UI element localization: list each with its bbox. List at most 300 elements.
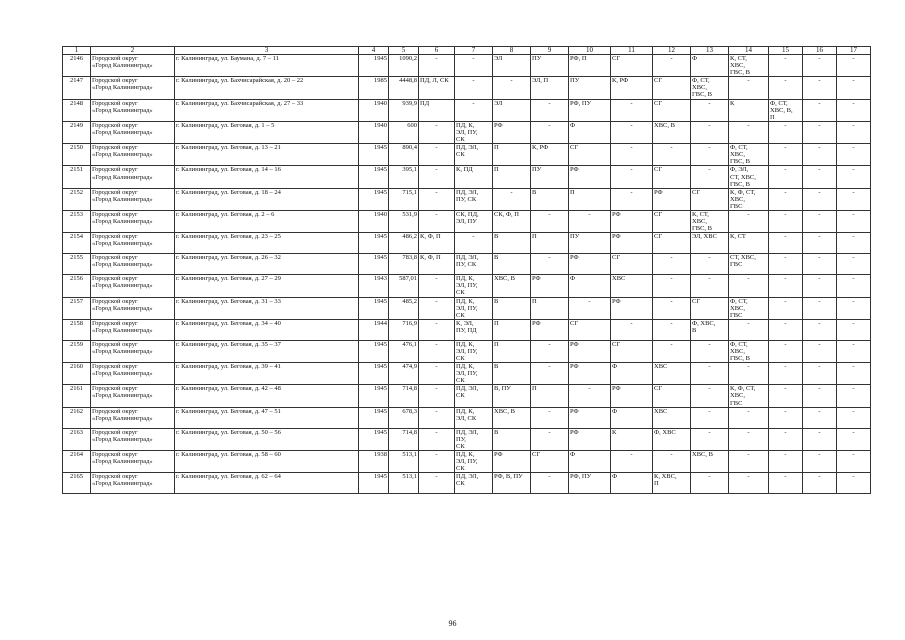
work-type-cell-12: ХВС (653, 363, 691, 385)
row-number-cell: 2164 (63, 450, 91, 472)
column-number-header (63, 47, 871, 55)
work-type-cell-17: - (837, 188, 871, 210)
area-cell: 395,1 (389, 166, 419, 188)
table-row (63, 166, 871, 188)
work-type-cell-6: - (419, 450, 455, 472)
build-year-cell: 1945 (359, 166, 389, 188)
work-type-cell-15: - (769, 275, 803, 297)
table-row (63, 55, 871, 77)
work-type-cell-10: РФ (569, 363, 611, 385)
work-type-cell-8: - (493, 77, 531, 99)
work-type-cell-15: - (769, 55, 803, 77)
work-type-cell-13: - (691, 254, 729, 275)
area-cell: 714,8 (389, 385, 419, 407)
row-number-cell: 2162 (63, 407, 91, 428)
work-type-cell-14: К, Ф, СТ, ХВС, ГВС (729, 188, 769, 210)
work-type-cell-13: Ф, СТ, ХВС, ГВС, В (691, 77, 729, 99)
area-cell: 513,1 (389, 450, 419, 472)
address-cell: г. Калининград, ул. Беговая, д. 50 – 56 (175, 428, 359, 450)
work-type-cell-13: - (691, 166, 729, 188)
work-type-cell-10: РФ (569, 254, 611, 275)
municipality-cell: Городской округ «Город Калининград» (91, 385, 175, 407)
work-type-cell-17: - (837, 233, 871, 254)
work-type-cell-11: РФ (611, 385, 653, 407)
work-type-cell-10: РФ, ПУ (569, 473, 611, 494)
municipality-cell: Городской округ «Город Калининград» (91, 121, 175, 143)
work-type-cell-14: - (729, 275, 769, 297)
work-type-cell-16: - (803, 297, 837, 319)
work-type-cell-11: Ф (611, 363, 653, 385)
area-cell: 716,9 (389, 319, 419, 340)
work-type-cell-9: - (531, 340, 569, 362)
work-type-cell-12: СГ (653, 210, 691, 232)
work-type-cell-16: - (803, 275, 837, 297)
work-type-cell-14: - (729, 319, 769, 340)
work-type-cell-8: - (493, 188, 531, 210)
work-type-cell-12: СГ (653, 77, 691, 99)
work-type-cell-7: СК, ПД, ЭЛ, ПУ (455, 210, 493, 232)
address-cell: г. Калининград, ул. Беговая, д. 1 – 5 (175, 121, 359, 143)
work-type-cell-15: - (769, 340, 803, 362)
build-year-cell: 1945 (359, 428, 389, 450)
work-type-cell-14: Ф, СТ, ХВС, ГВС, В (729, 144, 769, 166)
work-type-cell-17: - (837, 297, 871, 319)
municipality-cell: Городской округ «Город Калининград» (91, 275, 175, 297)
work-type-cell-13: Ф, ХВС, В (691, 319, 729, 340)
address-cell: г. Калининград, ул. Баумана, д. 7 – 11 (175, 55, 359, 77)
work-type-cell-12: - (653, 254, 691, 275)
row-number-cell: 2150 (63, 144, 91, 166)
area-cell: 678,3 (389, 407, 419, 428)
work-type-cell-11: СГ (611, 254, 653, 275)
work-type-cell-17: - (837, 99, 871, 121)
table-row (63, 385, 871, 407)
work-type-cell-9: - (531, 473, 569, 494)
work-type-cell-6: - (419, 144, 455, 166)
work-type-cell-8: В (493, 363, 531, 385)
build-year-cell: 1945 (359, 254, 389, 275)
municipality-cell: Городской округ «Город Калининград» (91, 254, 175, 275)
registry-table (62, 46, 871, 494)
work-type-cell-10: - (569, 297, 611, 319)
column-number-11: 11 (611, 47, 653, 55)
column-number-10: 10 (569, 47, 611, 55)
row-number-cell: 2165 (63, 473, 91, 494)
row-number-cell: 2147 (63, 77, 91, 99)
column-number-1: 1 (63, 47, 91, 55)
work-type-cell-10: П (569, 188, 611, 210)
work-type-cell-11: К (611, 428, 653, 450)
column-number-8: 8 (493, 47, 531, 55)
work-type-cell-12: - (653, 450, 691, 472)
work-type-cell-8: В (493, 233, 531, 254)
column-number-15: 15 (769, 47, 803, 55)
work-type-cell-7: - (455, 55, 493, 77)
work-type-cell-16: - (803, 385, 837, 407)
municipality-cell: Городской округ «Город Калининград» (91, 55, 175, 77)
work-type-cell-14: Ф, СТ, ХВС, ГВС (729, 297, 769, 319)
column-number-13: 13 (691, 47, 729, 55)
work-type-cell-10: РФ, ПУ (569, 99, 611, 121)
work-type-cell-9: СГ (531, 450, 569, 472)
work-type-cell-7: ПД, ЭЛ, СК (455, 473, 493, 494)
work-type-cell-14: - (729, 428, 769, 450)
area-cell: 531,9 (389, 210, 419, 232)
work-type-cell-14: - (729, 407, 769, 428)
work-type-cell-16: - (803, 340, 837, 362)
work-type-cell-14: К, СТ, ХВС, ГВС, В (729, 55, 769, 77)
work-type-cell-11: - (611, 166, 653, 188)
area-cell: 600 (389, 121, 419, 143)
build-year-cell: 1940 (359, 99, 389, 121)
area-cell: 476,1 (389, 340, 419, 362)
work-type-cell-9: РФ (531, 275, 569, 297)
work-type-cell-9: ПУ (531, 55, 569, 77)
build-year-cell: 1944 (359, 319, 389, 340)
work-type-cell-15: - (769, 385, 803, 407)
column-number-3: 3 (175, 47, 359, 55)
work-type-cell-13: Ф (691, 55, 729, 77)
work-type-cell-16: - (803, 407, 837, 428)
work-type-cell-9: К, РФ (531, 144, 569, 166)
work-type-cell-15: - (769, 77, 803, 99)
work-type-cell-10: СГ (569, 144, 611, 166)
build-year-cell: 1945 (359, 144, 389, 166)
work-type-cell-7: - (455, 233, 493, 254)
build-year-cell: 1943 (359, 275, 389, 297)
municipality-cell: Городской округ «Город Калининград» (91, 188, 175, 210)
work-type-cell-10: РФ, П (569, 55, 611, 77)
municipality-cell: Городской округ «Город Калининград» (91, 166, 175, 188)
municipality-cell: Городской округ «Город Калининград» (91, 210, 175, 232)
work-type-cell-9: П (531, 297, 569, 319)
work-type-cell-12: - (653, 319, 691, 340)
work-type-cell-15: - (769, 319, 803, 340)
build-year-cell: 1945 (359, 233, 389, 254)
column-number-5: 5 (389, 47, 419, 55)
build-year-cell: 1938 (359, 450, 389, 472)
work-type-cell-6: - (419, 473, 455, 494)
work-type-cell-17: - (837, 407, 871, 428)
row-number-cell: 2159 (63, 340, 91, 362)
work-type-cell-7: К, ПД (455, 166, 493, 188)
build-year-cell: 1940 (359, 210, 389, 232)
row-number-cell: 2149 (63, 121, 91, 143)
work-type-cell-15: - (769, 144, 803, 166)
work-type-cell-12: - (653, 275, 691, 297)
work-type-cell-7: ПД, К, ЭЛ, ПУ, СК (455, 121, 493, 143)
table-row (63, 210, 871, 232)
work-type-cell-9: ПУ (531, 166, 569, 188)
work-type-cell-16: - (803, 428, 837, 450)
address-cell: г. Калининград, ул. Беговая, д. 14 – 16 (175, 166, 359, 188)
work-type-cell-12: СГ (653, 99, 691, 121)
work-type-cell-12: - (653, 340, 691, 362)
work-type-cell-16: - (803, 166, 837, 188)
work-type-cell-8: В (493, 428, 531, 450)
work-type-cell-14: - (729, 450, 769, 472)
work-type-cell-8: ХВС, В (493, 407, 531, 428)
table-row (63, 254, 871, 275)
row-number-cell: 2154 (63, 233, 91, 254)
address-cell: г. Калининград, ул. Беговая, д. 2 – 6 (175, 210, 359, 232)
column-number-2: 2 (91, 47, 175, 55)
work-type-cell-6: К, Ф, П (419, 233, 455, 254)
work-type-cell-11: РФ (611, 210, 653, 232)
build-year-cell: 1945 (359, 363, 389, 385)
row-number-cell: 2146 (63, 55, 91, 77)
work-type-cell-13: ХВС, В (691, 450, 729, 472)
work-type-cell-6: - (419, 55, 455, 77)
table-row (63, 428, 871, 450)
municipality-cell: Городской округ «Город Калининград» (91, 407, 175, 428)
row-number-cell: 2160 (63, 363, 91, 385)
work-type-cell-14: - (729, 473, 769, 494)
work-type-cell-11: РФ (611, 297, 653, 319)
work-type-cell-14: - (729, 363, 769, 385)
address-cell: г. Калининград, ул. Беговая, д. 39 – 41 (175, 363, 359, 385)
municipality-cell: Городской округ «Город Калининград» (91, 99, 175, 121)
work-type-cell-11: РФ (611, 233, 653, 254)
build-year-cell: 1945 (359, 473, 389, 494)
build-year-cell: 1945 (359, 385, 389, 407)
work-type-cell-14: К, СТ (729, 233, 769, 254)
address-cell: г. Калининград, ул. Беговая, д. 31 – 33 (175, 297, 359, 319)
address-cell: г. Калининград, ул. Беговая, д. 35 – 37 (175, 340, 359, 362)
work-type-cell-13: - (691, 275, 729, 297)
table-row (63, 363, 871, 385)
page-number: 96 (448, 619, 457, 628)
work-type-cell-8: СК, Ф, П (493, 210, 531, 232)
work-type-cell-16: - (803, 121, 837, 143)
work-type-cell-11: Ф (611, 473, 653, 494)
work-type-cell-6: - (419, 340, 455, 362)
work-type-cell-9: - (531, 210, 569, 232)
municipality-cell: Городской округ «Город Калининград» (91, 297, 175, 319)
work-type-cell-12: Ф, ХВС (653, 428, 691, 450)
work-type-cell-11: СГ (611, 55, 653, 77)
table-row (63, 144, 871, 166)
work-type-cell-7: ПД, ЭЛ, СК (455, 385, 493, 407)
work-type-cell-16: - (803, 450, 837, 472)
work-type-cell-7: ПД, ЭЛ, ПУ, СК (455, 188, 493, 210)
address-cell: г. Калининград, ул. Беговая, д. 62 – 64 (175, 473, 359, 494)
work-type-cell-9: - (531, 121, 569, 143)
area-cell: 513,1 (389, 473, 419, 494)
work-type-cell-17: - (837, 428, 871, 450)
work-type-cell-12: К, ХВС, П (653, 473, 691, 494)
work-type-cell-7: ПД, К, ЭЛ, ПУ, СК (455, 297, 493, 319)
build-year-cell: 1945 (359, 188, 389, 210)
area-cell: 783,8 (389, 254, 419, 275)
work-type-cell-11: - (611, 144, 653, 166)
work-type-cell-10: Ф (569, 121, 611, 143)
work-type-cell-7: ПД, ЭЛ, ПУ, СК (455, 254, 493, 275)
work-type-cell-9: РФ (531, 319, 569, 340)
work-type-cell-6: - (419, 385, 455, 407)
work-type-cell-6: К, Ф, П (419, 254, 455, 275)
work-type-cell-8: РФ, В, ПУ (493, 473, 531, 494)
area-cell: 587,01 (389, 275, 419, 297)
municipality-cell: Городской округ «Город Калининград» (91, 77, 175, 99)
work-type-cell-10: СГ (569, 319, 611, 340)
address-cell: г. Калининград, ул. Беговая, д. 34 – 40 (175, 319, 359, 340)
work-type-cell-17: - (837, 319, 871, 340)
work-type-cell-11: СГ (611, 340, 653, 362)
work-type-cell-17: - (837, 363, 871, 385)
work-type-cell-11: - (611, 99, 653, 121)
area-cell: 714,8 (389, 428, 419, 450)
work-type-cell-17: - (837, 77, 871, 99)
work-type-cell-15: - (769, 297, 803, 319)
work-type-cell-13: К, СТ, ХВС, ГВС, В (691, 210, 729, 232)
work-type-cell-8: В (493, 297, 531, 319)
address-cell: г. Калининград, ул. Бахчисарайская, д. 27 – 33 (175, 99, 359, 121)
work-type-cell-12: СГ (653, 385, 691, 407)
work-type-cell-10: РФ (569, 166, 611, 188)
table-row (63, 473, 871, 494)
work-type-cell-8: П (493, 340, 531, 362)
work-type-cell-17: - (837, 166, 871, 188)
work-type-cell-14: - (729, 121, 769, 143)
work-type-cell-11: - (611, 450, 653, 472)
work-type-cell-17: - (837, 340, 871, 362)
work-type-cell-9: - (531, 99, 569, 121)
work-type-cell-8: В, ПУ (493, 385, 531, 407)
table-row (63, 450, 871, 472)
table-row (63, 275, 871, 297)
table-row (63, 121, 871, 143)
table-row (63, 233, 871, 254)
area-cell: 715,1 (389, 188, 419, 210)
area-cell: 485,2 (389, 297, 419, 319)
work-type-cell-13: СГ (691, 188, 729, 210)
work-type-cell-13: - (691, 99, 729, 121)
table-row (63, 188, 871, 210)
work-type-cell-13: - (691, 363, 729, 385)
work-type-cell-15: Ф, СТ, ХВС, В, П (769, 99, 803, 121)
address-cell: г. Калининград, ул. Беговая, д. 42 – 48 (175, 385, 359, 407)
area-cell: 890,4 (389, 144, 419, 166)
work-type-cell-10: РФ (569, 428, 611, 450)
table-row (63, 340, 871, 362)
work-type-cell-9: - (531, 254, 569, 275)
work-type-cell-8: ЭЛ (493, 99, 531, 121)
work-type-cell-9: П (531, 385, 569, 407)
municipality-cell: Городской округ «Город Калининград» (91, 450, 175, 472)
work-type-cell-17: - (837, 275, 871, 297)
work-type-cell-10: Ф (569, 275, 611, 297)
work-type-cell-16: - (803, 77, 837, 99)
work-type-cell-13: - (691, 428, 729, 450)
work-type-cell-10: Ф (569, 450, 611, 472)
table-row (63, 99, 871, 121)
column-number-12: 12 (653, 47, 691, 55)
municipality-cell: Городской округ «Город Калининград» (91, 428, 175, 450)
work-type-cell-12: ХВС, В (653, 121, 691, 143)
work-type-cell-14: - (729, 77, 769, 99)
work-type-cell-10: ПУ (569, 233, 611, 254)
work-type-cell-6: ПД, Л, СК (419, 77, 455, 99)
work-type-cell-13: - (691, 144, 729, 166)
work-type-cell-6: - (419, 188, 455, 210)
work-type-cell-6: - (419, 407, 455, 428)
work-type-cell-17: - (837, 473, 871, 494)
municipality-cell: Городской округ «Город Калининград» (91, 144, 175, 166)
address-cell: г. Калининград, ул. Беговая, д. 26 – 32 (175, 254, 359, 275)
work-type-cell-10: РФ (569, 340, 611, 362)
work-type-cell-13: - (691, 340, 729, 362)
row-number-cell: 2152 (63, 188, 91, 210)
work-type-cell-7: ПД, К, ЭЛ, ПУ, СК (455, 340, 493, 362)
work-type-cell-16: - (803, 55, 837, 77)
table-row (63, 319, 871, 340)
work-type-cell-16: - (803, 210, 837, 232)
work-type-cell-11: ХВС (611, 275, 653, 297)
work-type-cell-15: - (769, 121, 803, 143)
row-number-cell: 2157 (63, 297, 91, 319)
work-type-cell-12: - (653, 144, 691, 166)
work-type-cell-6: - (419, 428, 455, 450)
work-type-cell-15: - (769, 363, 803, 385)
work-type-cell-17: - (837, 55, 871, 77)
work-type-cell-16: - (803, 363, 837, 385)
work-type-cell-6: - (419, 121, 455, 143)
column-number-17: 17 (837, 47, 871, 55)
work-type-cell-17: - (837, 254, 871, 275)
work-type-cell-7: ПД, К, ЭЛ, СК (455, 407, 493, 428)
row-number-cell: 2163 (63, 428, 91, 450)
address-cell: г. Калининград, ул. Бахчисарайская, д. 20 – 22 (175, 77, 359, 99)
work-type-cell-7: ПД, К, ЭЛ, ПУ, СК (455, 450, 493, 472)
build-year-cell: 1940 (359, 121, 389, 143)
work-type-cell-15: - (769, 450, 803, 472)
work-type-cell-13: - (691, 121, 729, 143)
work-type-cell-7: - (455, 77, 493, 99)
work-type-cell-10: - (569, 385, 611, 407)
area-cell: 939,9 (389, 99, 419, 121)
row-number-cell: 2153 (63, 210, 91, 232)
work-type-cell-13: - (691, 407, 729, 428)
work-type-cell-7: ПД, ЭЛ, СК (455, 144, 493, 166)
work-type-cell-17: - (837, 210, 871, 232)
area-cell: 1090,2 (389, 55, 419, 77)
work-type-cell-8: П (493, 166, 531, 188)
work-type-cell-17: - (837, 121, 871, 143)
build-year-cell: 1945 (359, 55, 389, 77)
build-year-cell: 1985 (359, 77, 389, 99)
work-type-cell-9: - (531, 428, 569, 450)
work-type-cell-8: П (493, 319, 531, 340)
work-type-cell-10: - (569, 210, 611, 232)
work-type-cell-16: - (803, 99, 837, 121)
work-type-cell-15: - (769, 407, 803, 428)
work-type-cell-14: К, Ф, СТ, ХВС, ГВС (729, 385, 769, 407)
table-row (63, 407, 871, 428)
work-type-cell-15: - (769, 473, 803, 494)
work-type-cell-13: ЭЛ, ХВС (691, 233, 729, 254)
address-cell: г. Калининград, ул. Беговая, д. 27 – 29 (175, 275, 359, 297)
address-cell: г. Калининград, ул. Беговая, д. 23 – 25 (175, 233, 359, 254)
column-number-6: 6 (419, 47, 455, 55)
work-type-cell-13: - (691, 473, 729, 494)
work-type-cell-11: К, РФ (611, 77, 653, 99)
build-year-cell: 1945 (359, 340, 389, 362)
work-type-cell-10: ПУ (569, 77, 611, 99)
work-type-cell-7: ПД, К, ЭЛ, ПУ, СК (455, 363, 493, 385)
work-type-cell-11: - (611, 121, 653, 143)
work-type-cell-15: - (769, 166, 803, 188)
